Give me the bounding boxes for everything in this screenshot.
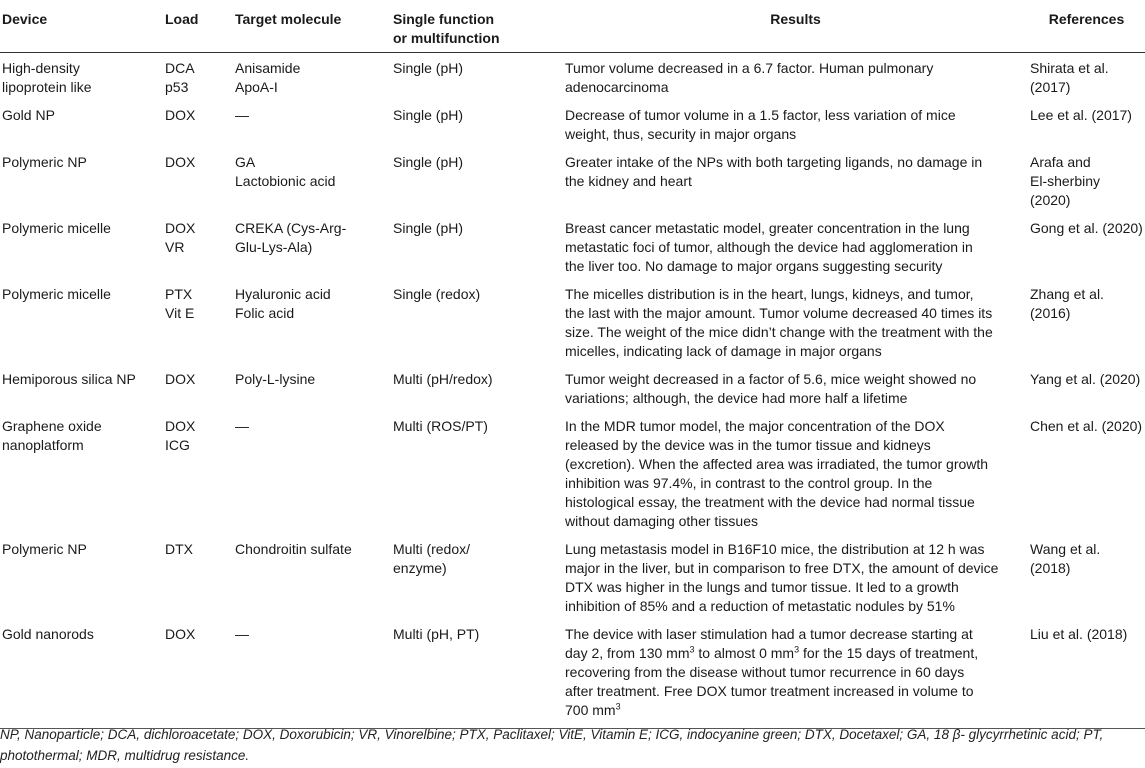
header-function: Single function or multifunction [391,2,563,53]
cell-function: Single (pH) [393,220,464,236]
cell-target: — [233,619,391,729]
cell-load: DOX [163,619,233,729]
table-row [0,100,1145,147]
cell-device: Polymeric micelle [2,286,111,302]
results-text: to almost 0 mm [694,645,795,661]
cell-target: GA Lactobionic acid [235,154,336,189]
superscript: 3 [689,644,695,655]
superscript: 3 [615,701,621,712]
table-row [0,534,1145,619]
cell-function: Multi (ROS/PT) [393,418,488,434]
cell-references: Gong et al. (2020) [1030,220,1143,236]
cell-references: Shirata et al. (2017) [1030,60,1109,95]
table-row [0,53,1145,101]
cell-load: DOX VR [165,220,196,255]
cell-load: DCA p53 [165,60,195,95]
cell-results: In the MDR tumor model, the major concentration of the DOX released by the device was in the tumor tissue and kidneys (excretion). When the affected area was irradiated, the tumor growth inhibition was 97.4%, in contrast to the control group. In the histological essay, the treatment with the device had normal tissue without damaging other tissues [565,418,989,529]
cell-target: Chondroitin sulfate [235,541,352,557]
table-row [0,411,1145,534]
table-row [0,213,1145,279]
results-text: 700 mm [565,702,616,718]
header-device: Device [0,2,163,53]
cell-references: Chen et al. (2020) [1030,418,1143,434]
header-load: Load [163,2,233,53]
table-row [0,364,1145,411]
table-row [0,619,1145,729]
cell-results: Decrease of tumor volume in a 1.5 factor, less variation of mice weight, thus, security in major organs [565,107,956,142]
header-row [0,2,1145,53]
cell-results: The micelles distribution is in the heart, lungs, kidneys, and tumor, the last with the major amount. Tumor volume decreased 40 times its size. The weight of the mice didn’t change with the treatment with the micelles, indicating lack of damage in major organs [565,286,993,359]
cell-function: Single (pH) [393,60,464,76]
cell-function: Single (redox) [393,286,481,302]
cell-function: Multi (redox/ enzyme) [393,541,471,576]
cell-device: Hemiporous silica NP [2,371,136,387]
cell-target: Hyaluronic acid Folic acid [235,286,331,321]
cell-function: Multi (pH, PT) [391,619,563,729]
cell-function: Multi (pH/redox) [393,371,493,387]
cell-references: Lee et al. (2017) [1030,107,1132,123]
superscript: 3 [794,644,800,655]
table-row [0,279,1145,364]
cell-results: Lung metastasis model in B16F10 mice, the distribution at 12 h was major in the liver, but in comparison to free DTX, the amount of device DTX was higher in the lungs and tumor tissue. It led to a growth inhibition of 85% and a reduction of metastatic nodules by 51% [565,541,999,614]
cell-references: Yang et al. (2020) [1030,371,1141,387]
cell-results: Greater intake of the NPs with both targeting ligands, no damage in the kidney and heart [565,154,983,189]
cell-results: Breast cancer metastatic model, greater concentration in the lung metastatic foci of tumor, although the device had agglomeration in the liver too. No damage to major organs suggesting security [565,220,973,274]
cell-target: CREKA (Cys-Arg- Glu-Lys-Ala) [235,220,347,255]
cell-device: Polymeric micelle [2,220,111,236]
cell-load: PTX Vit E [165,286,195,321]
cell-device: Polymeric NP [2,541,87,557]
cell-references: Wang et al. (2018) [1030,541,1101,576]
cell-references: Zhang et al. (2016) [1030,286,1104,321]
cell-function: Single (pH) [393,154,464,170]
header-results: Results [563,2,1028,53]
results-line: after treatment. Free DOX tumor treatment increased in volume to [565,683,974,699]
cell-function: Single (pH) [393,107,464,123]
cell-results [563,619,1028,729]
cell-device: Graphene oxide nanoplatform [2,418,102,453]
cell-load: DOX ICG [165,418,196,453]
cell-references: Liu et al. (2018) [1028,619,1145,729]
results-table [0,2,1145,729]
cell-device: Polymeric NP [2,154,87,170]
cell-device: Gold nanorods [0,619,163,729]
cell-load: DOX [165,371,196,387]
cell-device: High-density lipoprotein like [2,60,92,95]
cell-device: Gold NP [2,107,55,123]
cell-load: DOX [165,107,196,123]
cell-load: DTX [165,541,193,557]
cell-results: Tumor weight decreased in a factor of 5.6, mice weight showed no variations; although, the device had more half a lifetime [565,371,977,406]
cell-target: Poly-L-lysine [235,371,316,387]
results-line: recovering from the disease without tumor recurrence in 60 days [565,664,965,680]
header-target-molecule: Target molecule [233,2,391,53]
cell-results: Tumor volume decreased in a 6.7 factor. Human pulmonary adenocarcinoma [565,60,934,95]
cell-references: Arafa and El-sherbiny (2020) [1030,154,1101,208]
cell-load: DOX [165,154,196,170]
table-footnote: NP, Nanoparticle; DCA, dichloroacetate; DOX, Doxorubicin; VR, Vinorelbine; PTX, Paclitaxel; VitE, Vitamin E; ICG, indocyanine green; DTX, Docetaxel; GA, 18 β- glycyrrhetinic acid; PT, photothermal; MDR, multidrug resistance. [0,727,1104,763]
cell-target: — [235,418,249,434]
results-text: day 2, from 130 mm [565,645,690,661]
results-line: The device with laser stimulation had a tumor decrease starting at [565,626,973,642]
header-references: References [1028,2,1145,53]
table-row [0,147,1145,213]
results-text: for the 15 days of treatment, [799,645,979,661]
cell-target: Anisamide ApoA-I [235,60,301,95]
cell-target: — [235,107,249,123]
